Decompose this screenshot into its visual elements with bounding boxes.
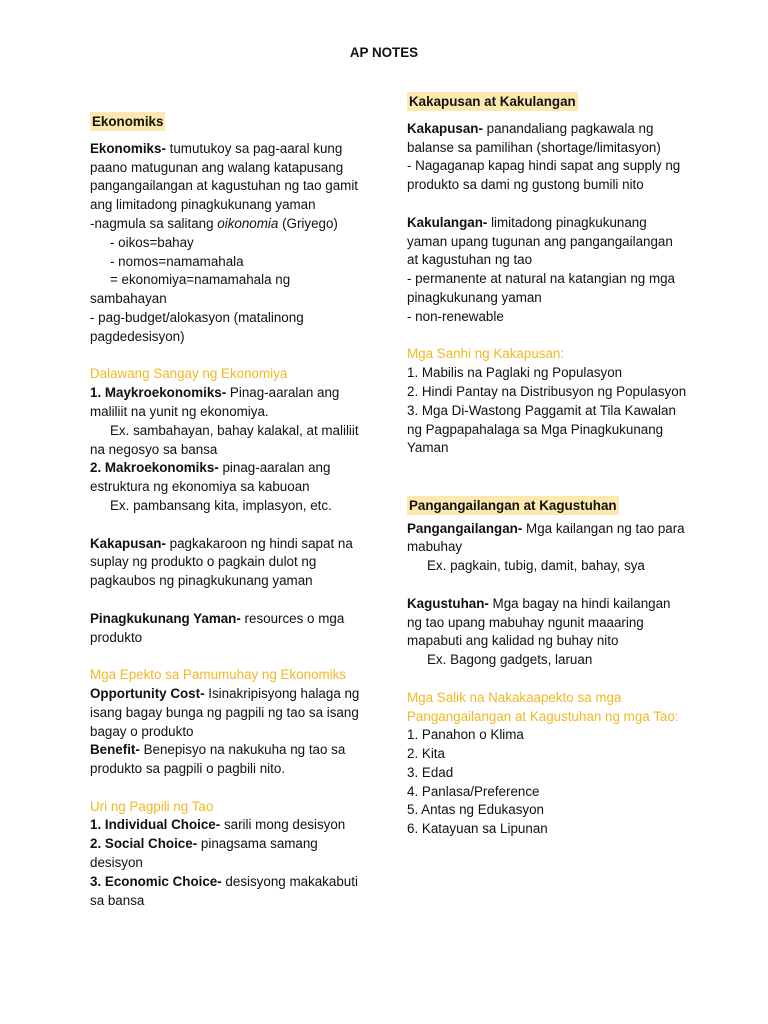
ekonomiks-bullet-nomos: - nomos=namamahala xyxy=(110,253,244,269)
left-column xyxy=(90,112,368,910)
section-pagpili xyxy=(90,798,368,911)
benefit-definition: Benefit- Benepisyo na nakukuha ng tao sa produkto sa pagpili o pagbili nito. xyxy=(90,742,346,777)
pangangailangan-example: Ex. pagkain, tubig, damit, bahay, sya xyxy=(427,558,645,574)
section-sanhi xyxy=(407,345,687,458)
salik-item: 4. Panlasa/Preference xyxy=(407,783,540,799)
section-heading-sanhi: Mga Sanhi ng Kakapusan: xyxy=(407,346,565,362)
ekonomiks-bullet-oikos: - oikos=bahay xyxy=(110,234,194,250)
kakapusan-definition: Kakapusan- pagkakaroon ng hindi sapat na suplay ng produkto o pagkain dulot ng pagkaubos ng pinagkukunang yaman xyxy=(90,535,353,589)
section-pangangailangan-kagustuhan xyxy=(407,496,687,670)
salik-item: 6. Katayuan sa Lipunan xyxy=(407,821,548,837)
ekonomiks-bullet-ekonomiya: = ekonomiya=namamahala ng sambahayan xyxy=(90,272,291,307)
page-title: AP NOTES xyxy=(349,45,419,60)
kagustuhan-example: Ex. Bagong gadgets, laruan xyxy=(427,652,593,668)
sanhi-item: 2. Hindi Pantay na Distribusyon ng Populasyon xyxy=(407,383,687,399)
right-column xyxy=(407,92,687,839)
kakapusan-right-definition: Kakapusan- panandaliang pagkawala ng balanse sa pamilihan (shortage/limitasyon) xyxy=(407,120,661,155)
section-heading-kakapusan-kakulangan: Kakapusan at Kakulangan xyxy=(409,94,576,109)
sangay-item-maykro: 1. Maykroekonomiks- Pinag-aaralan ang maliliit na yunit ng ekonomiya. xyxy=(90,385,340,419)
sangay-example-maykro: Ex. sambahayan, bahay kalakal, at maliliit na negosyo sa bansa xyxy=(90,422,359,457)
sangay-example-makro: Ex. pambansang kita, implasyon, etc. xyxy=(110,497,332,513)
section-heading-pangangailangan-kagustuhan: Pangangailangan at Kagustuhan xyxy=(409,497,617,513)
kakulangan-definition: Kakulangan- limitadong pinagkukunang yaman upang tugunan ang pangangailangan at kagustuhan ng tao xyxy=(407,214,673,268)
kagustuhan-definition: Kagustuhan- Mga bagay na hindi kailangan ng tao upang mabuhay ngunit maaaring mapabuti ang kalidad ng buhay nito xyxy=(407,595,671,649)
kakulangan-note-nonrenewable: - non-renewable xyxy=(407,308,504,324)
ekonomiks-bullet-budget: - pag-budget/alokasyon (matalinong pagdedesisyon) xyxy=(90,309,304,344)
kakulangan-note-permanente: - permanente at natural na katangian ng mga pinagkukunang yaman xyxy=(407,271,675,305)
opportunity-cost-definition: Opportunity Cost- Isinakripisyong halaga ng isang bagay bunga ng pagpili ng tao sa isang bagay o produkto xyxy=(90,685,360,739)
ekonomiks-origin: -nagmula sa salitang oikonomia (Griyego) xyxy=(90,215,338,231)
section-heading-salik: Mga Salik na Nakakaapekto sa mga Pangangailangan at Kagustuhan ng mga Tao: xyxy=(407,689,679,724)
section-sangay xyxy=(90,365,368,515)
sanhi-item: 3. Mga Di-Wastong Paggamit at Tila Kawalan ng Pagpapahalaga sa Mga Pinagkukunang Yaman xyxy=(407,402,676,456)
pagpili-item-economic: 3. Economic Choice- desisyong makakabuti sa bansa xyxy=(90,873,358,908)
pagpili-item-individual: 1. Individual Choice- sarili mong desisyon xyxy=(90,817,346,833)
salik-item: 3. Edad xyxy=(407,764,454,780)
section-epekto xyxy=(90,666,368,779)
section-kakapusan-kakulangan xyxy=(407,92,687,327)
pagpili-item-social: 2. Social Choice- pinagsama samang desisyon xyxy=(90,836,318,871)
sanhi-item: 1. Mabilis na Paglaki ng Populasyon xyxy=(407,365,623,381)
salik-item: 2. Kita xyxy=(407,746,445,762)
sangay-item-makro: 2. Makroekonomiks- pinag-aaralan ang estruktura ng ekonomiya sa kabuoan xyxy=(90,460,331,495)
kakapusan-right-note: - Nagaganap kapag hindi sapat ang supply ng produkto sa dami ng gustong bumili nito xyxy=(407,158,681,193)
section-heading-ekonomiks: Ekonomiks xyxy=(92,114,164,129)
salik-item: 5. Antas ng Edukasyon xyxy=(407,802,544,818)
pinagkukunang-yaman-definition: Pinagkukunang Yaman- resources o mga produkto xyxy=(90,610,345,645)
section-heading-sangay: Dalawang Sangay ng Ekonomiya xyxy=(90,366,288,382)
salik-item: 1. Panahon o Klima xyxy=(407,727,524,743)
section-ekonomiks xyxy=(90,112,368,347)
ekonomiks-definition: Ekonomiks- tumutukoy sa pag-aaral kung paano matugunan ang walang katapusang pangangailangan at kagustuhan ng tao gamit ang limitadong pinagkukunang yaman xyxy=(90,140,359,213)
section-heading-pagpili: Uri ng Pagpili ng Tao xyxy=(90,798,214,814)
section-heading-epekto: Mga Epekto sa Pamumuhay ng Ekonomiks xyxy=(90,667,347,683)
section-salik xyxy=(407,689,687,839)
pangangailangan-definition: Pangangailangan- Mga kailangan ng tao para mabuhay xyxy=(407,520,685,555)
